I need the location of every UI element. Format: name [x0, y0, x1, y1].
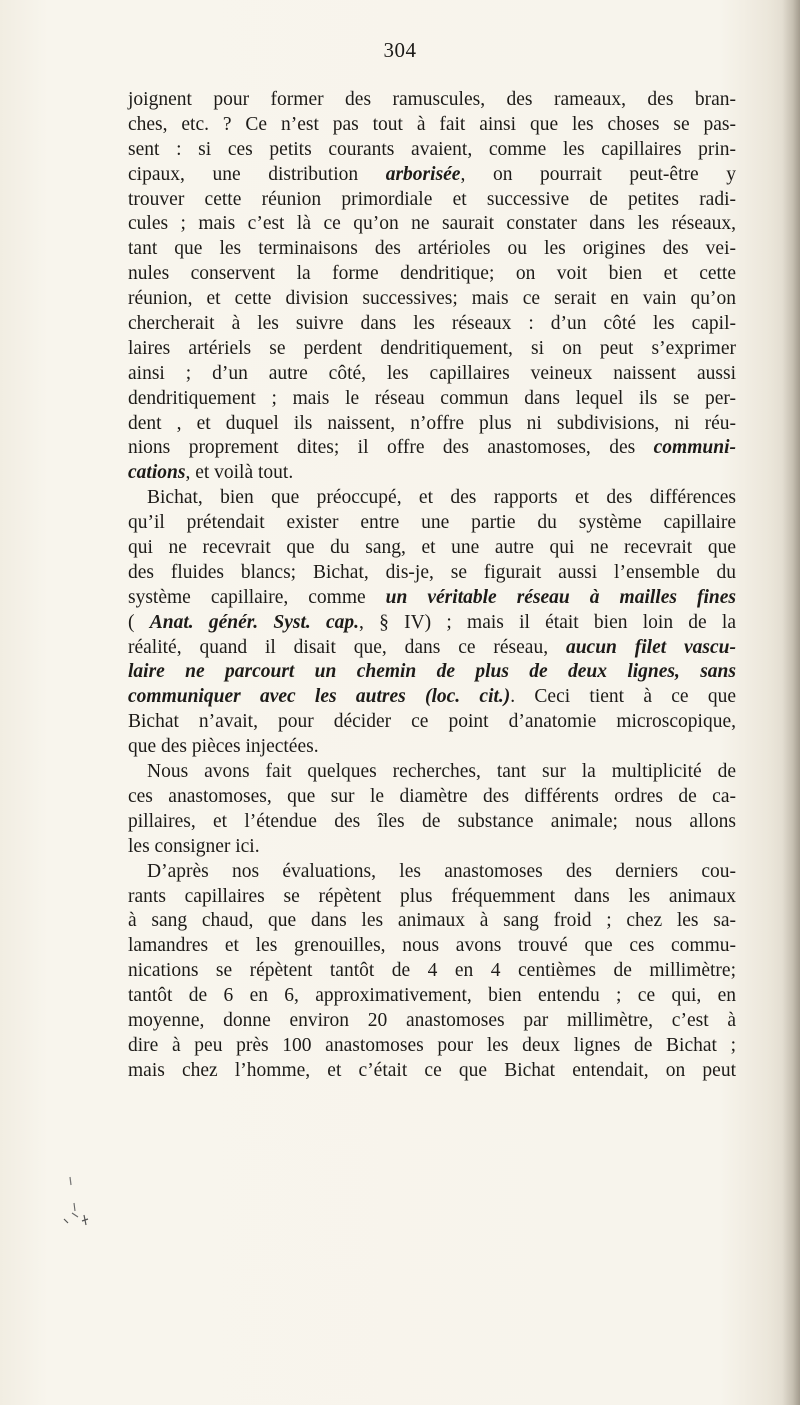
- body-text: [128, 88, 736, 1084]
- text-line: réalité, quand il disait que, dans ce réseau, aucun filet vascu-: [128, 636, 736, 658]
- emphasis: laire ne parcourt un chemin de plus de deux lignes, sans: [128, 661, 736, 683]
- text-line: réunion, et cette division successives; mais ce serait en vain qu’on: [128, 288, 736, 310]
- text-line: nions proprement dites; il offre des anastomoses, des communi-: [128, 437, 736, 459]
- text-line: que des pièces injectées.: [128, 736, 319, 758]
- emphasis: aucun filet vascu-: [565, 636, 736, 658]
- text-line: cules ; mais c’est là ce qu’on ne saurait constater dans les réseaux,: [128, 213, 736, 235]
- text-line: cations, et voilà tout.: [128, 462, 294, 484]
- text-line: chercherait à les suivre dans les réseaux : d’un côté les capil-: [128, 313, 736, 335]
- text-line: ( Anat. génér. Syst. cap., § IV) ; mais il était bien loin de la: [128, 611, 736, 633]
- text-line: pillaires, et l’étendue des îles de substance animale; nous allons: [128, 810, 736, 832]
- emphasis: un véritable réseau à mailles fines: [385, 586, 736, 608]
- text-line: dendritiquement ; mais le réseau commun dans lequel ils se per-: [128, 387, 736, 409]
- emphasis: communi-: [653, 437, 736, 459]
- emphasis: cations: [128, 462, 186, 484]
- text-line: rants capillaires se répètent plus fréquemment dans les animaux: [128, 885, 736, 907]
- text-line: ainsi ; d’un autre côté, les capillaires veineux naissent aussi: [128, 362, 736, 384]
- text-line: moyenne, donne environ 20 anastomoses par millimètre, c’est à: [128, 1009, 736, 1031]
- text-line: tantôt de 6 en 6, approximativement, bien entendu ; ce qui, en: [128, 985, 736, 1007]
- emphasis: arborisée: [385, 163, 461, 185]
- text-line: qu’il prétendait exister entre une partie du système capillaire: [128, 512, 736, 534]
- text-line: des fluides blancs; Bichat, dis-je, se figurait aussi l’ensemble du: [128, 561, 736, 583]
- text-line: à sang chaud, que dans les animaux à sang froid ; chez les sa-: [128, 910, 736, 932]
- text-line: nications se répètent tantôt de 4 en 4 centièmes de millimètre;: [128, 960, 736, 982]
- text-line: Bichat n’avait, pour décider ce point d’anatomie microscopique,: [128, 711, 736, 733]
- emphasis: communiquer avec les autres (loc. cit.): [128, 686, 511, 708]
- emphasis: Anat. génér. Syst. cap.: [149, 611, 360, 633]
- text-line: D’après nos évaluations, les anastomoses des derniers cou-: [147, 860, 736, 882]
- text-line: ces anastomoses, que sur le diamètre des différents ordres de ca-: [128, 785, 736, 807]
- text-line: trouver cette réunion primordiale et successive de petites radi-: [128, 188, 736, 210]
- text-line: [128, 660, 736, 685]
- text-line: ches, etc. ? Ce n’est pas tout à fait ainsi que les choses se pas-: [128, 113, 736, 135]
- text-line: sent : si ces petits courants avaient, comme les capillaires prin-: [128, 138, 736, 160]
- page-number: 304: [383, 38, 417, 62]
- text-line: système capillaire, comme un véritable réseau à mailles fines: [128, 586, 736, 608]
- text-line: tant que les terminaisons des artérioles ou les origines des vei-: [128, 238, 736, 260]
- page-edge-shadow: [782, 0, 800, 1405]
- text-line: laires artériels se perdent dendritiquement, si on peut s’exprimer: [128, 337, 736, 359]
- text-line: joignent pour former des ramuscules, des rameaux, des bran-: [128, 89, 736, 110]
- text-line: lamandres et les grenouilles, nous avons trouvé que ces commu-: [128, 935, 736, 957]
- text-line: qui ne recevrait que du sang, et une autre qui ne recevrait que: [128, 537, 736, 559]
- text-line: nules conservent la forme dendritique; on voit bien et cette: [128, 263, 736, 285]
- margin-specks: [62, 1175, 92, 1235]
- text-line: mais chez l’homme, et c’était ce que Bichat entendait, on peut: [128, 1059, 736, 1081]
- text-line: Nous avons fait quelques recherches, tant sur la multiplicité de: [147, 761, 736, 783]
- text-line: communiquer avec les autres (loc. cit.). Ceci tient à ce que: [128, 686, 736, 708]
- text-line: dent , et duquel ils naissent, n’offre plus ni subdivisions, ni réu-: [128, 412, 736, 434]
- text-line: Bichat, bien que préoccupé, et des rapports et des différences: [147, 487, 736, 509]
- text-line: cipaux, une distribution arborisée, on pourrait peut-être y: [128, 163, 736, 185]
- text-line: dire à peu près 100 anastomoses pour les deux lignes de Bichat ;: [128, 1034, 736, 1056]
- text-line: les consigner ici.: [128, 835, 260, 857]
